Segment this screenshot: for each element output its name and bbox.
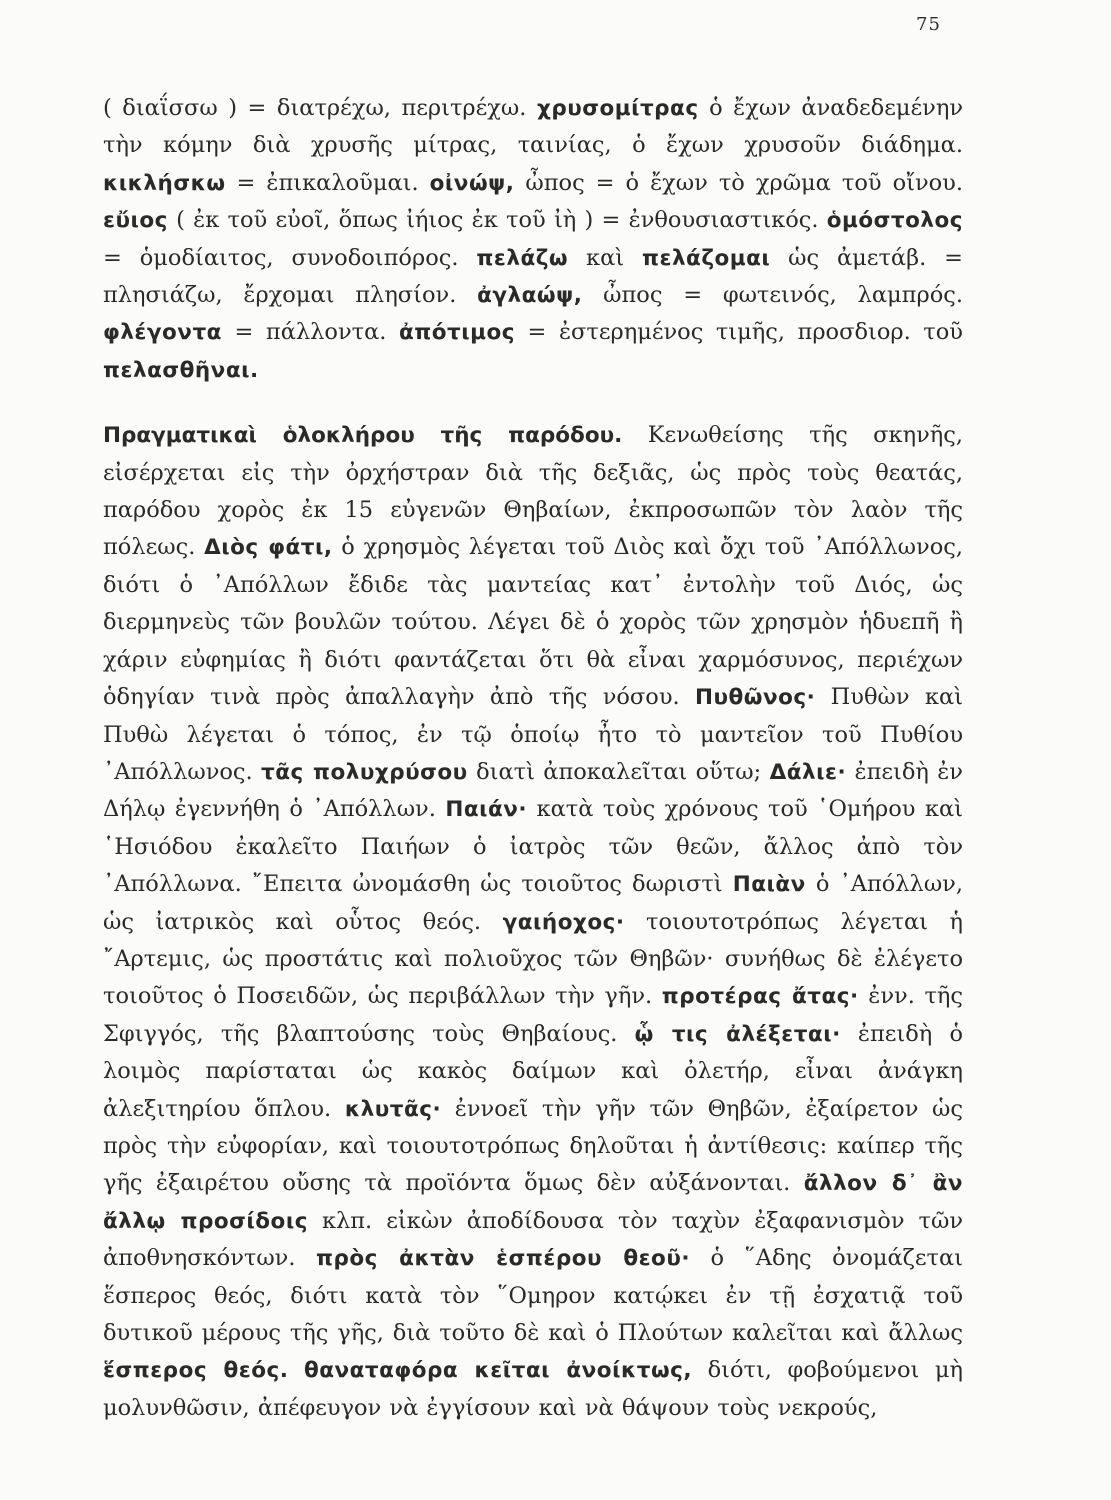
lemma-term: Δάλιε· — [769, 759, 847, 785]
text-run: ἐνν. τῆς Σφιγγός, τῆς βλαπτούσης τοὺς Θηβαίους. — [103, 983, 963, 1047]
text-run: = πάλλοντα. — [221, 319, 399, 346]
text-run: = ἐπικαλοῦμαι. — [225, 169, 430, 196]
text-run: Κενωθείσης τῆς σκηνῆς, εἰσέρχεται εἰς τὴν ὀρχήστραν διὰ τῆς δεξιᾶς, ὡς πρὸς τοὺς θεατάς, παρόδου χορὸς ἐκ 15 εὐγενῶν Θηβαίων, ἐκπροσωπῶν τὸν λαὸν τῆς πόλεως. — [103, 422, 963, 561]
lemma-term: πελασθῆναι. — [103, 357, 259, 383]
lemma-term: ἕσπερος θεός. — [103, 1358, 289, 1384]
lemma-term: ἀγλαώψ, — [477, 283, 583, 309]
text-run: ὁ χρησμὸς λέγεται τοῦ Διὸς καὶ ὄχι τοῦ ᾿Απόλλωνος, διότι ὁ ᾿Απόλλων ἔδιδε τὰς μαντείας κατ᾿ ἐντολὴν τοῦ Διός, ὡς διερμηνεὺς τῶν βουλῶν τούτου. Λέγει δὲ ὁ χορὸς τῶν χρησμὸν ἡδυεπῆ ἢ χάριν εὐφημίας ἢ διότι φαντάζεται ὅτι θὰ εἶναι χαρμόσυνος, περιέχων ὁδηγίαν τινὰ πρὸς ἀπαλλαγὴν ἀπὸ τῆς νόσου. — [103, 534, 963, 711]
lemma-term: ὁμόστολος — [826, 208, 963, 234]
lemma-term: κικλήσκω — [103, 170, 226, 196]
lemma-term: φλέγοντα — [103, 320, 222, 346]
lemma-term: Διὸς φάτι, — [204, 535, 333, 561]
page-number: 75 — [916, 14, 941, 35]
text-run: καὶ — [568, 244, 642, 271]
lemma-term: οἰνώψ, — [429, 170, 515, 196]
text-run — [288, 1357, 304, 1383]
text-run: ὡς ἀμετάβ. = πλησιάζω, ἔρχομαι πλησίον. — [103, 244, 963, 309]
text-run: = ὁμοδίαιτος, συνοδοιπόρος. — [103, 244, 477, 271]
text-run: διότι, φοβούμενοι μὴ μολυνθῶσιν, ἀπέφευγον νὰ ἐγγίσουν καὶ νὰ θάψουν τοὺς νεκρούς, — [103, 1357, 963, 1421]
text-run: ὁ ἔχων ἀναδεδεμένην τὴν κόμην διὰ χρυσῆς μίτρας, ταινίας, ὁ ἔχων χρυσοῦν διάδημα. — [103, 95, 963, 159]
text-run: = ἐστερημένος τιμῆς, προσδιορ. τοῦ — [514, 319, 963, 346]
lemma-term: πελάζομαι — [641, 245, 771, 271]
section-heading: Πραγματικαὶ ὁλοκλήρου τῆς παρόδου. — [103, 423, 623, 449]
lemma-term: ᾧ τις ἀλέξεται· — [634, 1021, 841, 1047]
lemma-term: εὔιος — [103, 208, 168, 234]
lemma-term: γαιήοχος· — [502, 909, 625, 935]
lemma-term: Πυθῶνος· — [695, 685, 816, 711]
text-column — [103, 90, 963, 1427]
text-run: ὁ ᾿Απόλλων, ὡς ἰατρικὸς καὶ οὗτος θεός. — [103, 871, 963, 935]
text-run: κατὰ τοὺς χρόνους τοῦ ῾Ομήρου καὶ ῾Ησιόδου ἐκαλεῖτο Παιήων ὁ ἰατρὸς τῶν θεῶν, ἄλλος ἀπὸ τὸν ᾿Απόλλωνα. ῎Επειτα ὠνομάσθη ὡς τοιοῦτος δωριστὶ — [103, 796, 963, 898]
lemma-term: Παιὰν — [732, 872, 806, 898]
text-run: ἐπειδὴ ὁ λοιμὸς παρίσταται ὡς κακὸς δαίμων καὶ ὀλετήρ, εἶναι ἀνάγκη ἀλεξιτηρίου ὅπλου. — [103, 1020, 963, 1122]
text-run: ὦπος = φωτεινός, λαμπρός. — [582, 282, 963, 309]
lemma-term: Παιάν· — [445, 797, 528, 823]
text-run: διατὶ ἀποκαλεῖται οὕτω; — [467, 758, 770, 785]
text-run: ( διαΐσσω ) = διατρέχω, περιτρέχω. — [103, 95, 537, 121]
lemma-term: πρὸς ἀκτὰν ἑσπέρου θεοῦ· — [315, 1246, 691, 1272]
text-run: ὦπος = ὁ ἔχων τὸ χρῶμα τοῦ οἴνου. — [514, 169, 963, 196]
lemma-term: ἀπότιμος — [399, 320, 515, 346]
text-run: ( ἐκ τοῦ εὐοῖ, ὅπως ἰήιος ἐκ τοῦ ἰὴ ) = ἐνθουσιαστικός. — [167, 207, 827, 234]
lemma-term: κλυτᾶς· — [344, 1096, 442, 1122]
text-run: κλπ. εἰκὼν ἀποδίδουσα τὸν ταχὺν ἐξαφανισμὸν τῶν ἀποθνησκόντων. — [103, 1207, 963, 1272]
text-run: ὁ ῞Αδης ὀνομάζεται ἕσπερος θεός, διότι κατὰ τὸν ῞Ομηρον κατῴκει ἐν τῇ ἐσχατιᾷ τοῦ δυτικοῦ μέρους τῆς γῆς, διὰ τοῦτο δὲ καὶ ὁ Πλούτων καλεῖται καὶ ἄλλως — [103, 1245, 963, 1346]
text-run: Πυθὼν καὶ Πυθὼ λέγεται ὁ τόπος, ἐν τῷ ὁποίῳ ἦτο τὸ μαντεῖον τοῦ Πυθίου ᾿Απόλλωνος. — [103, 684, 963, 785]
lemma-term: χρυσομίτρας — [536, 96, 699, 121]
lemma-term: προτέρας ἄτας· — [661, 984, 859, 1010]
commentary-paragraph — [103, 417, 963, 1427]
lemma-term: τᾶς πολυχρύσου — [261, 759, 468, 785]
text-run: ἐννοεῖ τὴν γῆν τῶν Θηβῶν, ἐξαίρετον ὡς πρὸς τὴν εὐφορίαν, καὶ τοιουτοτρόπως δηλοῦται ἡ ἀντίθεσις: καίπερ τῆς γῆς ἐξαιρέτου οὔσης τὰ προϊόντα ὅμως δὲν αὐξάνονται. — [103, 1095, 963, 1197]
lemma-term: πελάζω — [476, 245, 569, 271]
text-run: τοιουτοτρόπως λέγεται ἡ ῎Αρτεμις, ὡς προστάτις καὶ πολιοῦχος τῶν Θηβῶν· συνήθως δὲ ἐλέγετο τοιοῦτος ὁ Ποσειδῶν, ὡς περιβάλλων τὴν γῆν. — [103, 908, 963, 1010]
text-run: ἐπειδὴ ἐν Δήλῳ ἐγεννήθη ὁ ᾿Απόλλων. — [103, 758, 963, 823]
lemma-term: θαναταφόρα κεῖται ἀνοίκτως, — [303, 1358, 693, 1384]
lemma-term: ἄλλον δ᾿ ἂν ἄλλῳ προσίδοις — [103, 1171, 963, 1234]
vocabulary-paragraph — [103, 90, 963, 389]
